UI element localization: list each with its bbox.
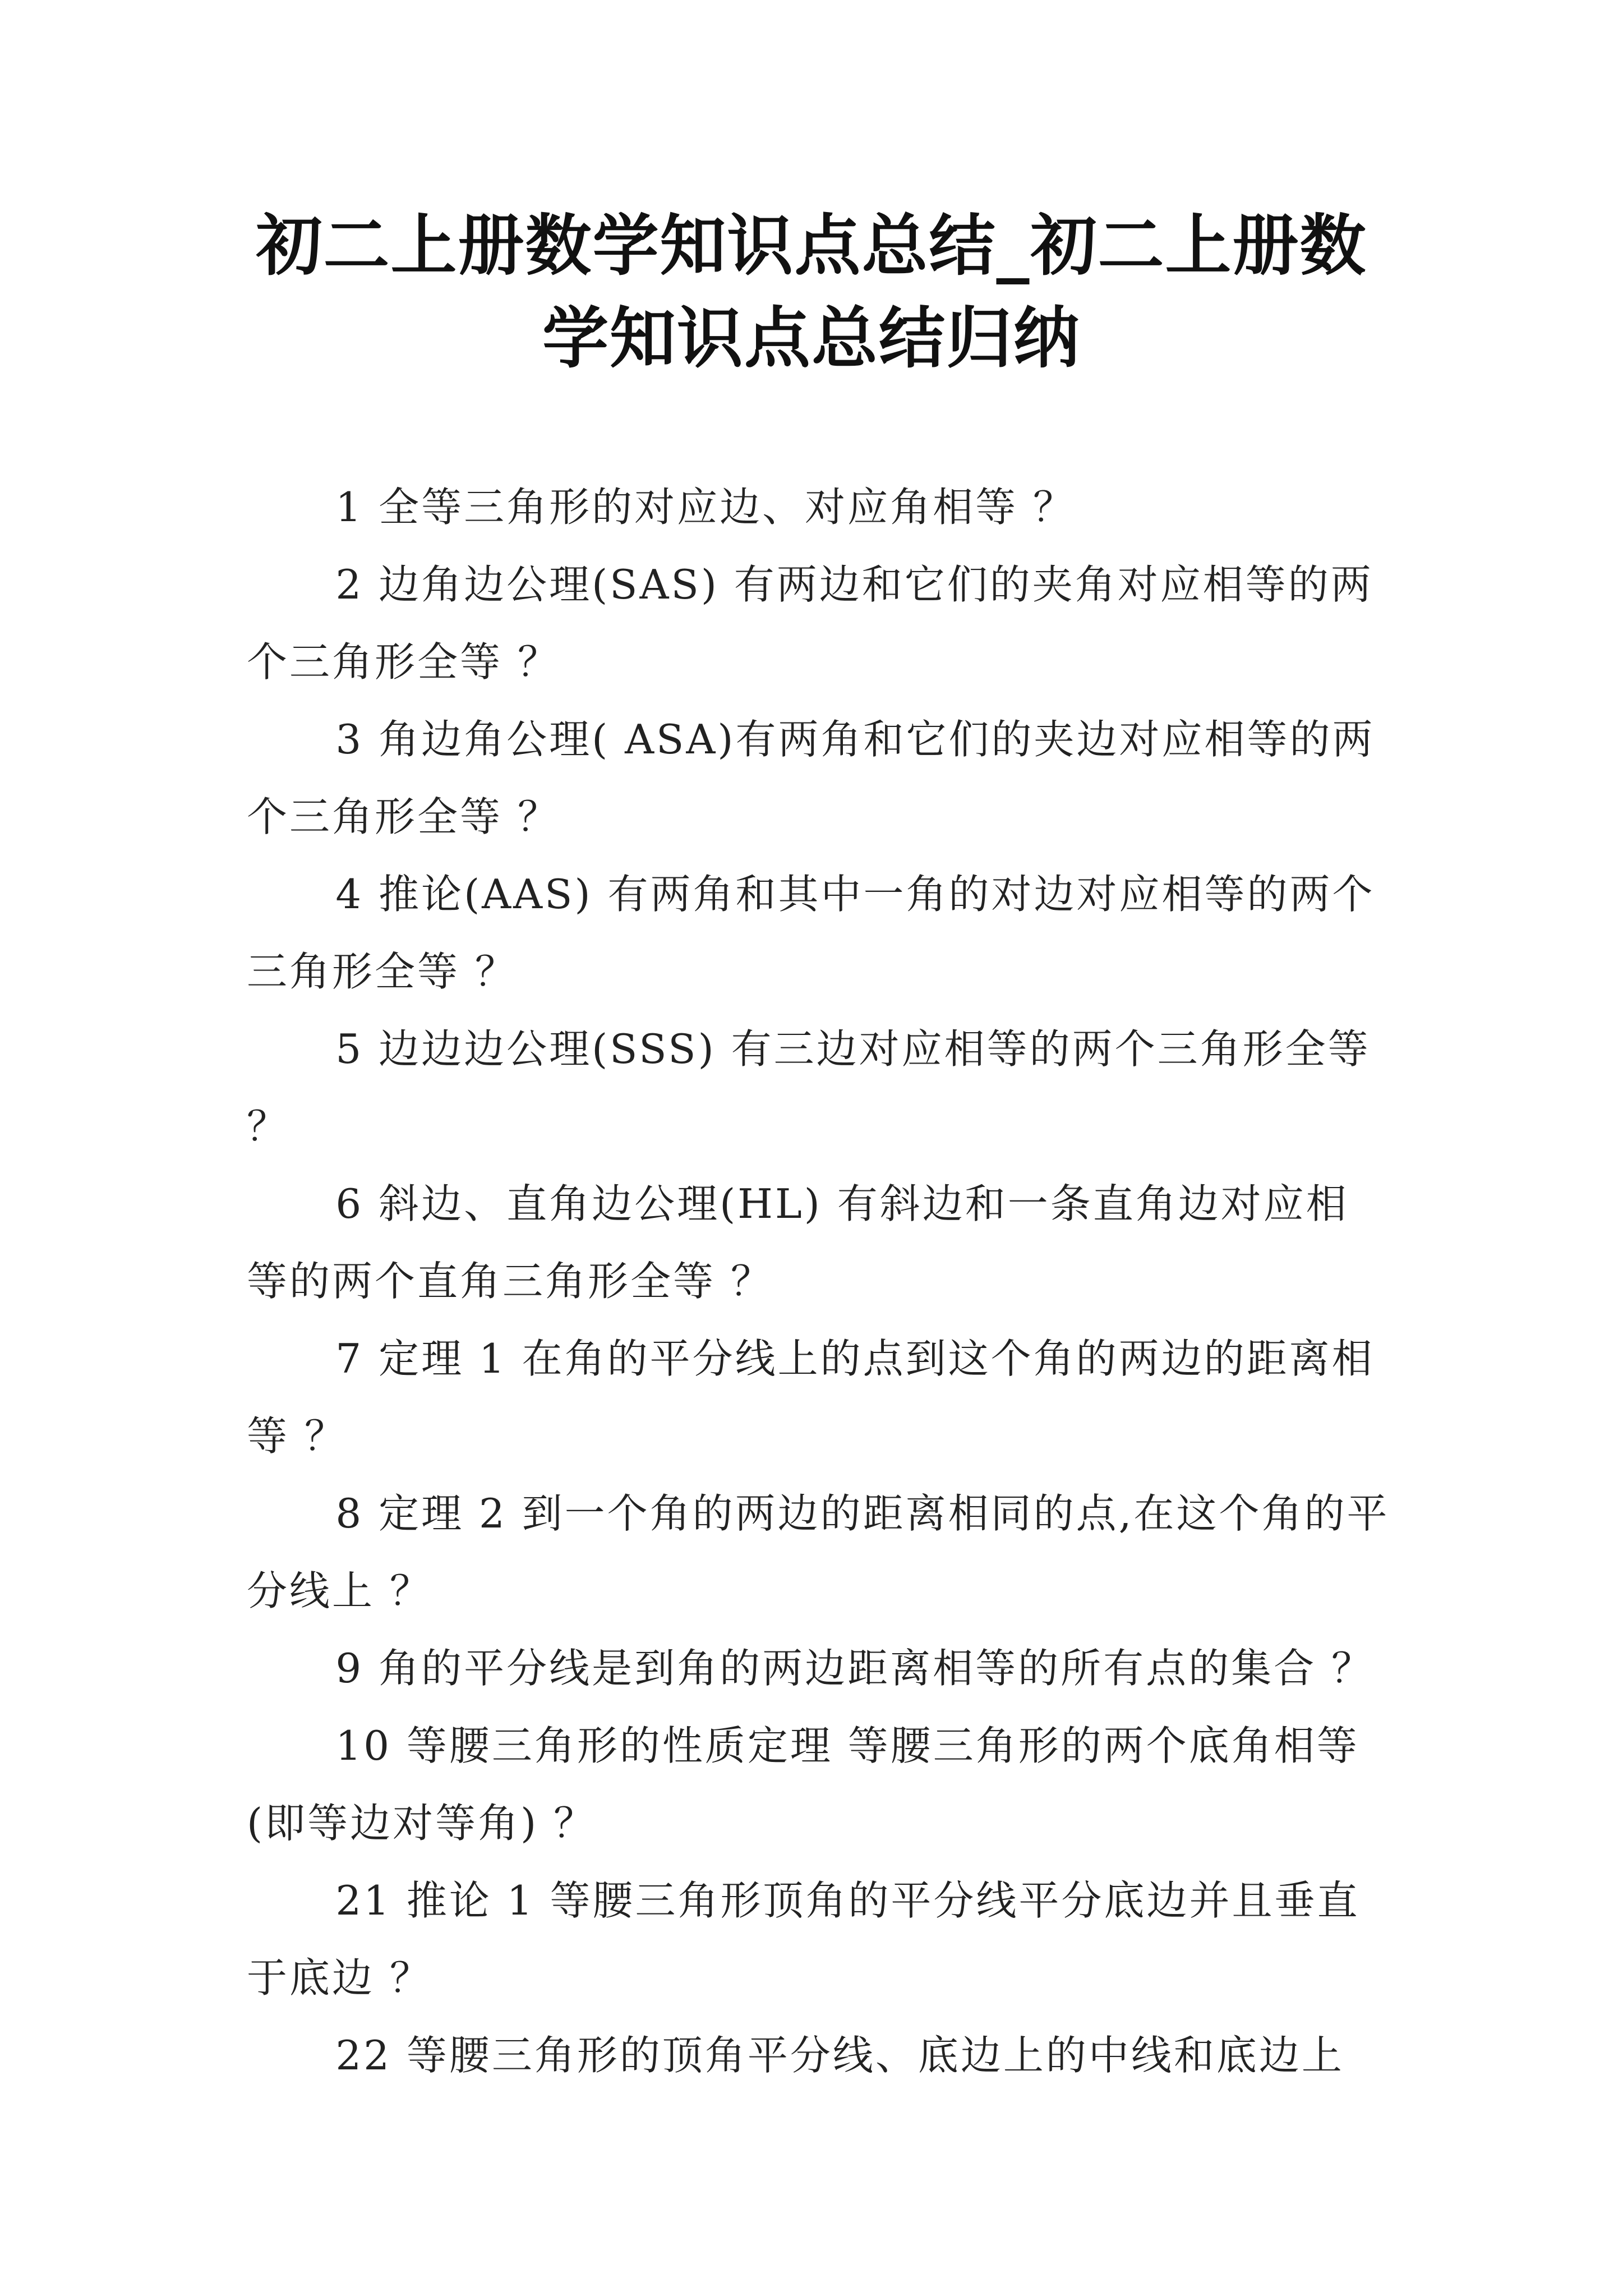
- document-title: 初二上册数学知识点总结_初二上册数学知识点总结归纳: [256, 206, 1367, 377]
- paragraph-2: 2 边角边公理(SAS) 有两边和它们的夹角对应相等的两个三角形全等 ？: [247, 561, 1373, 685]
- document-body: [247, 468, 1391, 2094]
- paragraph-22: 22 等腰三角形的顶角平分线、底边上的中线和底边上: [335, 2032, 1344, 2079]
- paragraph-7: 7 定理 1 在角的平分线上的点到这个角的两边的距离相等 ？: [247, 1335, 1375, 1460]
- paragraph-5: 5 边边边公理(SSS) 有三边对应相等的两个三角形全等 ？: [247, 1025, 1371, 1150]
- paragraph-21: 21 推论 1 等腰三角形顶角的平分线平分底边并且垂直于底边 ？: [247, 1877, 1360, 2001]
- paragraph-9: 9 角的平分线是到角的两边距离相等的所有点的集合 ？: [335, 1645, 1374, 1692]
- paragraph-1: 1 全等三角形的对应边、对应角相等 ？: [335, 484, 1076, 531]
- paragraph-8: 8 定理 2 到一个角的两边的距离相同的点,在这个角的平分线上 ？: [247, 1490, 1390, 1614]
- paragraph-4: 4 推论(AAS) 有两角和其中一角的对边对应相等的两个三角形全等 ？: [247, 871, 1375, 995]
- paragraph-3: 3 角边角公理( ASA)有两角和它们的夹边对应相等的两个三角形全等 ？: [247, 716, 1375, 840]
- paragraph-10: 10 等腰三角形的性质定理 等腰三角形的两个底角相等 (即等边对等角) ？: [247, 1722, 1359, 1847]
- paragraph-6: 6 斜边、直角边公理(HL) 有斜边和一条直角边对应相等的两个直角三角形全等 ？: [247, 1180, 1349, 1305]
